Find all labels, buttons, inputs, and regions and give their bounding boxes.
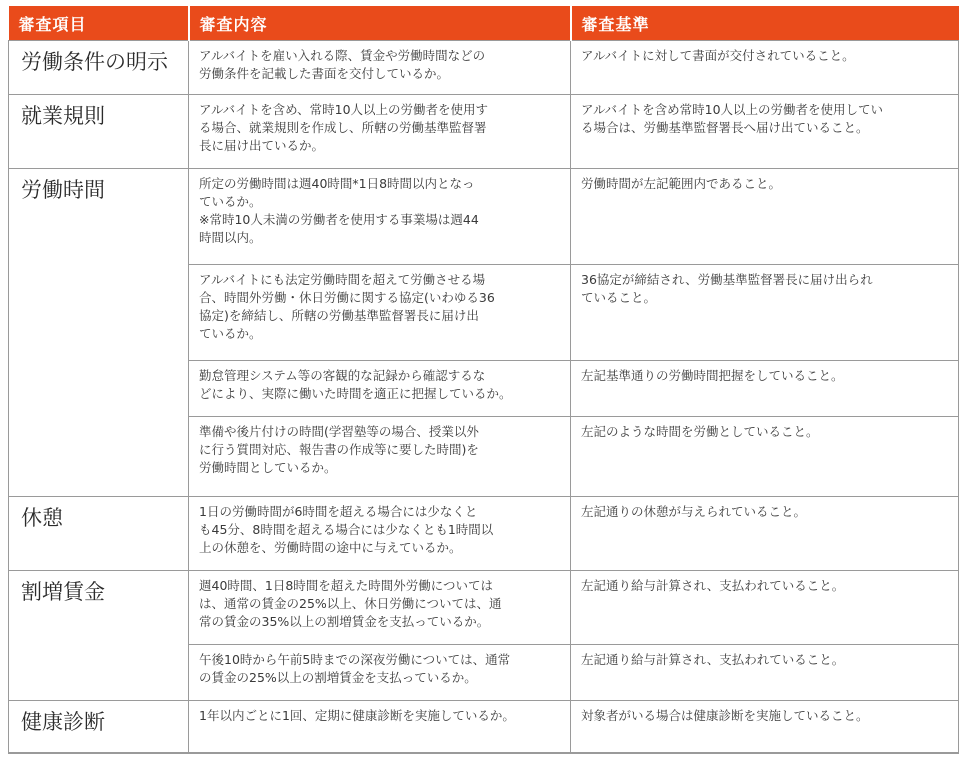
criteria-line: 労働時間が左記範囲内であること。 bbox=[581, 176, 782, 191]
header-content: 審査内容 bbox=[189, 6, 571, 41]
review-item-cell: 労働条件の明示 bbox=[9, 41, 189, 95]
content-line: アルバイトを含め、常時10人以上の労働者を使用す bbox=[199, 102, 489, 117]
content-line: ※常時10人未満の労働者を使用する事業場は週44 bbox=[199, 212, 479, 227]
criteria-line: ていること。 bbox=[581, 290, 657, 305]
review-content-cell bbox=[189, 645, 571, 701]
criteria-line: 左記通り給与計算され、支払われていること。 bbox=[581, 578, 845, 593]
content-line: 労働条件を記載した書面を交付しているか。 bbox=[199, 66, 450, 81]
content-line: 協定)を締結し、所轄の労働基準監督署長に届け出 bbox=[199, 308, 479, 323]
review-criteria-cell bbox=[571, 645, 959, 701]
table-header bbox=[9, 6, 959, 41]
content-line: 上の休憩を、労働時間の途中に与えているか。 bbox=[199, 540, 462, 555]
content-line: も45分、8時間を超える場合には少なくとも1時間以 bbox=[199, 522, 494, 537]
criteria-line: 対象者がいる場合は健康診断を実施していること。 bbox=[581, 708, 869, 723]
content-line: 勤怠管理システム等の客観的な記録から確認するな bbox=[199, 368, 486, 383]
criteria-line: 左記基準通りの労働時間把握をしていること。 bbox=[581, 368, 844, 383]
review-item-cell: 労働時間 bbox=[9, 169, 189, 497]
review-item-cell: 健康診断 bbox=[9, 701, 189, 753]
content-line: の賃金の25%以上の割増賃金を支払っているか。 bbox=[199, 670, 477, 685]
table-row bbox=[9, 701, 959, 753]
review-criteria-cell bbox=[571, 497, 959, 571]
review-criteria-table bbox=[8, 6, 959, 754]
content-line: 準備や後片付けの時間(学習塾等の場合、授業以外 bbox=[199, 424, 479, 439]
content-line: 労働時間としているか。 bbox=[199, 460, 337, 475]
content-line: ているか。 bbox=[199, 194, 262, 209]
content-line: アルバイトにも法定労働時間を超えて労働させる場 bbox=[199, 272, 486, 287]
header-row bbox=[9, 6, 959, 41]
review-criteria-cell bbox=[571, 265, 959, 361]
criteria-line: 36協定が締結され、労働基準監督署長に届け出られ bbox=[581, 272, 873, 287]
review-content-cell bbox=[189, 701, 571, 753]
review-criteria-cell bbox=[571, 169, 959, 265]
review-content-cell bbox=[189, 417, 571, 497]
table-row bbox=[9, 497, 959, 571]
table-row bbox=[9, 571, 959, 645]
review-content-cell bbox=[189, 361, 571, 417]
content-line: 長に届け出ているか。 bbox=[199, 138, 325, 153]
content-line: 週40時間、1日8時間を超えた時間外労働については bbox=[199, 578, 494, 593]
review-item-cell: 休憩 bbox=[9, 497, 189, 571]
content-line: は、通常の賃金の25%以上、休日労働については、通 bbox=[199, 596, 502, 611]
criteria-line: る場合は、労働基準監督署長へ届け出ていること。 bbox=[581, 120, 869, 135]
review-criteria-cell bbox=[571, 571, 959, 645]
review-content-cell bbox=[189, 497, 571, 571]
criteria-line: 左記のような時間を労働としていること。 bbox=[581, 424, 819, 439]
review-criteria-cell bbox=[571, 701, 959, 753]
review-content-cell bbox=[189, 95, 571, 169]
criteria-line: 左記通りの休憩が与えられていること。 bbox=[581, 504, 807, 519]
content-line: 所定の労働時間は週40時間*1日8時間以内となっ bbox=[199, 176, 475, 191]
review-content-cell bbox=[189, 41, 571, 95]
table-row bbox=[9, 169, 959, 265]
content-line: 合、時間外労働・休日労働に関する協定(いわゆる36 bbox=[199, 290, 495, 305]
content-line: ているか。 bbox=[199, 326, 262, 341]
content-line: 1年以内ごとに1回、定期に健康診断を実施しているか。 bbox=[199, 708, 515, 723]
table-body bbox=[9, 41, 959, 753]
criteria-line: アルバイトに対して書面が交付されていること。 bbox=[581, 48, 855, 63]
content-line: る場合、就業規則を作成し、所轄の労働基準監督署 bbox=[199, 120, 487, 135]
review-content-cell bbox=[189, 571, 571, 645]
review-item-cell: 割増賃金 bbox=[9, 571, 189, 701]
review-content-cell bbox=[189, 265, 571, 361]
table-row bbox=[9, 95, 959, 169]
review-item-cell: 就業規則 bbox=[9, 95, 189, 169]
review-criteria-cell bbox=[571, 361, 959, 417]
content-line: に行う質問対応、報告書の作成等に要した時間)を bbox=[199, 442, 479, 457]
review-content-cell bbox=[189, 169, 571, 265]
content-line: 時間以内。 bbox=[199, 230, 262, 245]
table-row bbox=[9, 41, 959, 95]
content-line: アルバイトを雇い入れる際、賃金や労働時間などの bbox=[199, 48, 486, 63]
content-line: 午後10時から午前5時までの深夜労働については、通常 bbox=[199, 652, 511, 667]
review-criteria-cell bbox=[571, 95, 959, 169]
criteria-line: 左記通り給与計算され、支払われていること。 bbox=[581, 652, 845, 667]
content-line: 常の賃金の35%以上の割増賃金を支払っているか。 bbox=[199, 614, 490, 629]
review-criteria-cell bbox=[571, 417, 959, 497]
review-table-container bbox=[8, 6, 958, 754]
content-line: 1日の労働時間が6時間を超える場合には少なくと bbox=[199, 504, 478, 519]
header-criteria: 審査基準 bbox=[571, 6, 959, 41]
criteria-line: アルバイトを含め常時10人以上の労働者を使用してい bbox=[581, 102, 884, 117]
review-criteria-cell bbox=[571, 41, 959, 95]
header-item: 審査項目 bbox=[9, 6, 189, 41]
content-line: どにより、実際に働いた時間を適正に把握しているか。 bbox=[199, 386, 512, 401]
